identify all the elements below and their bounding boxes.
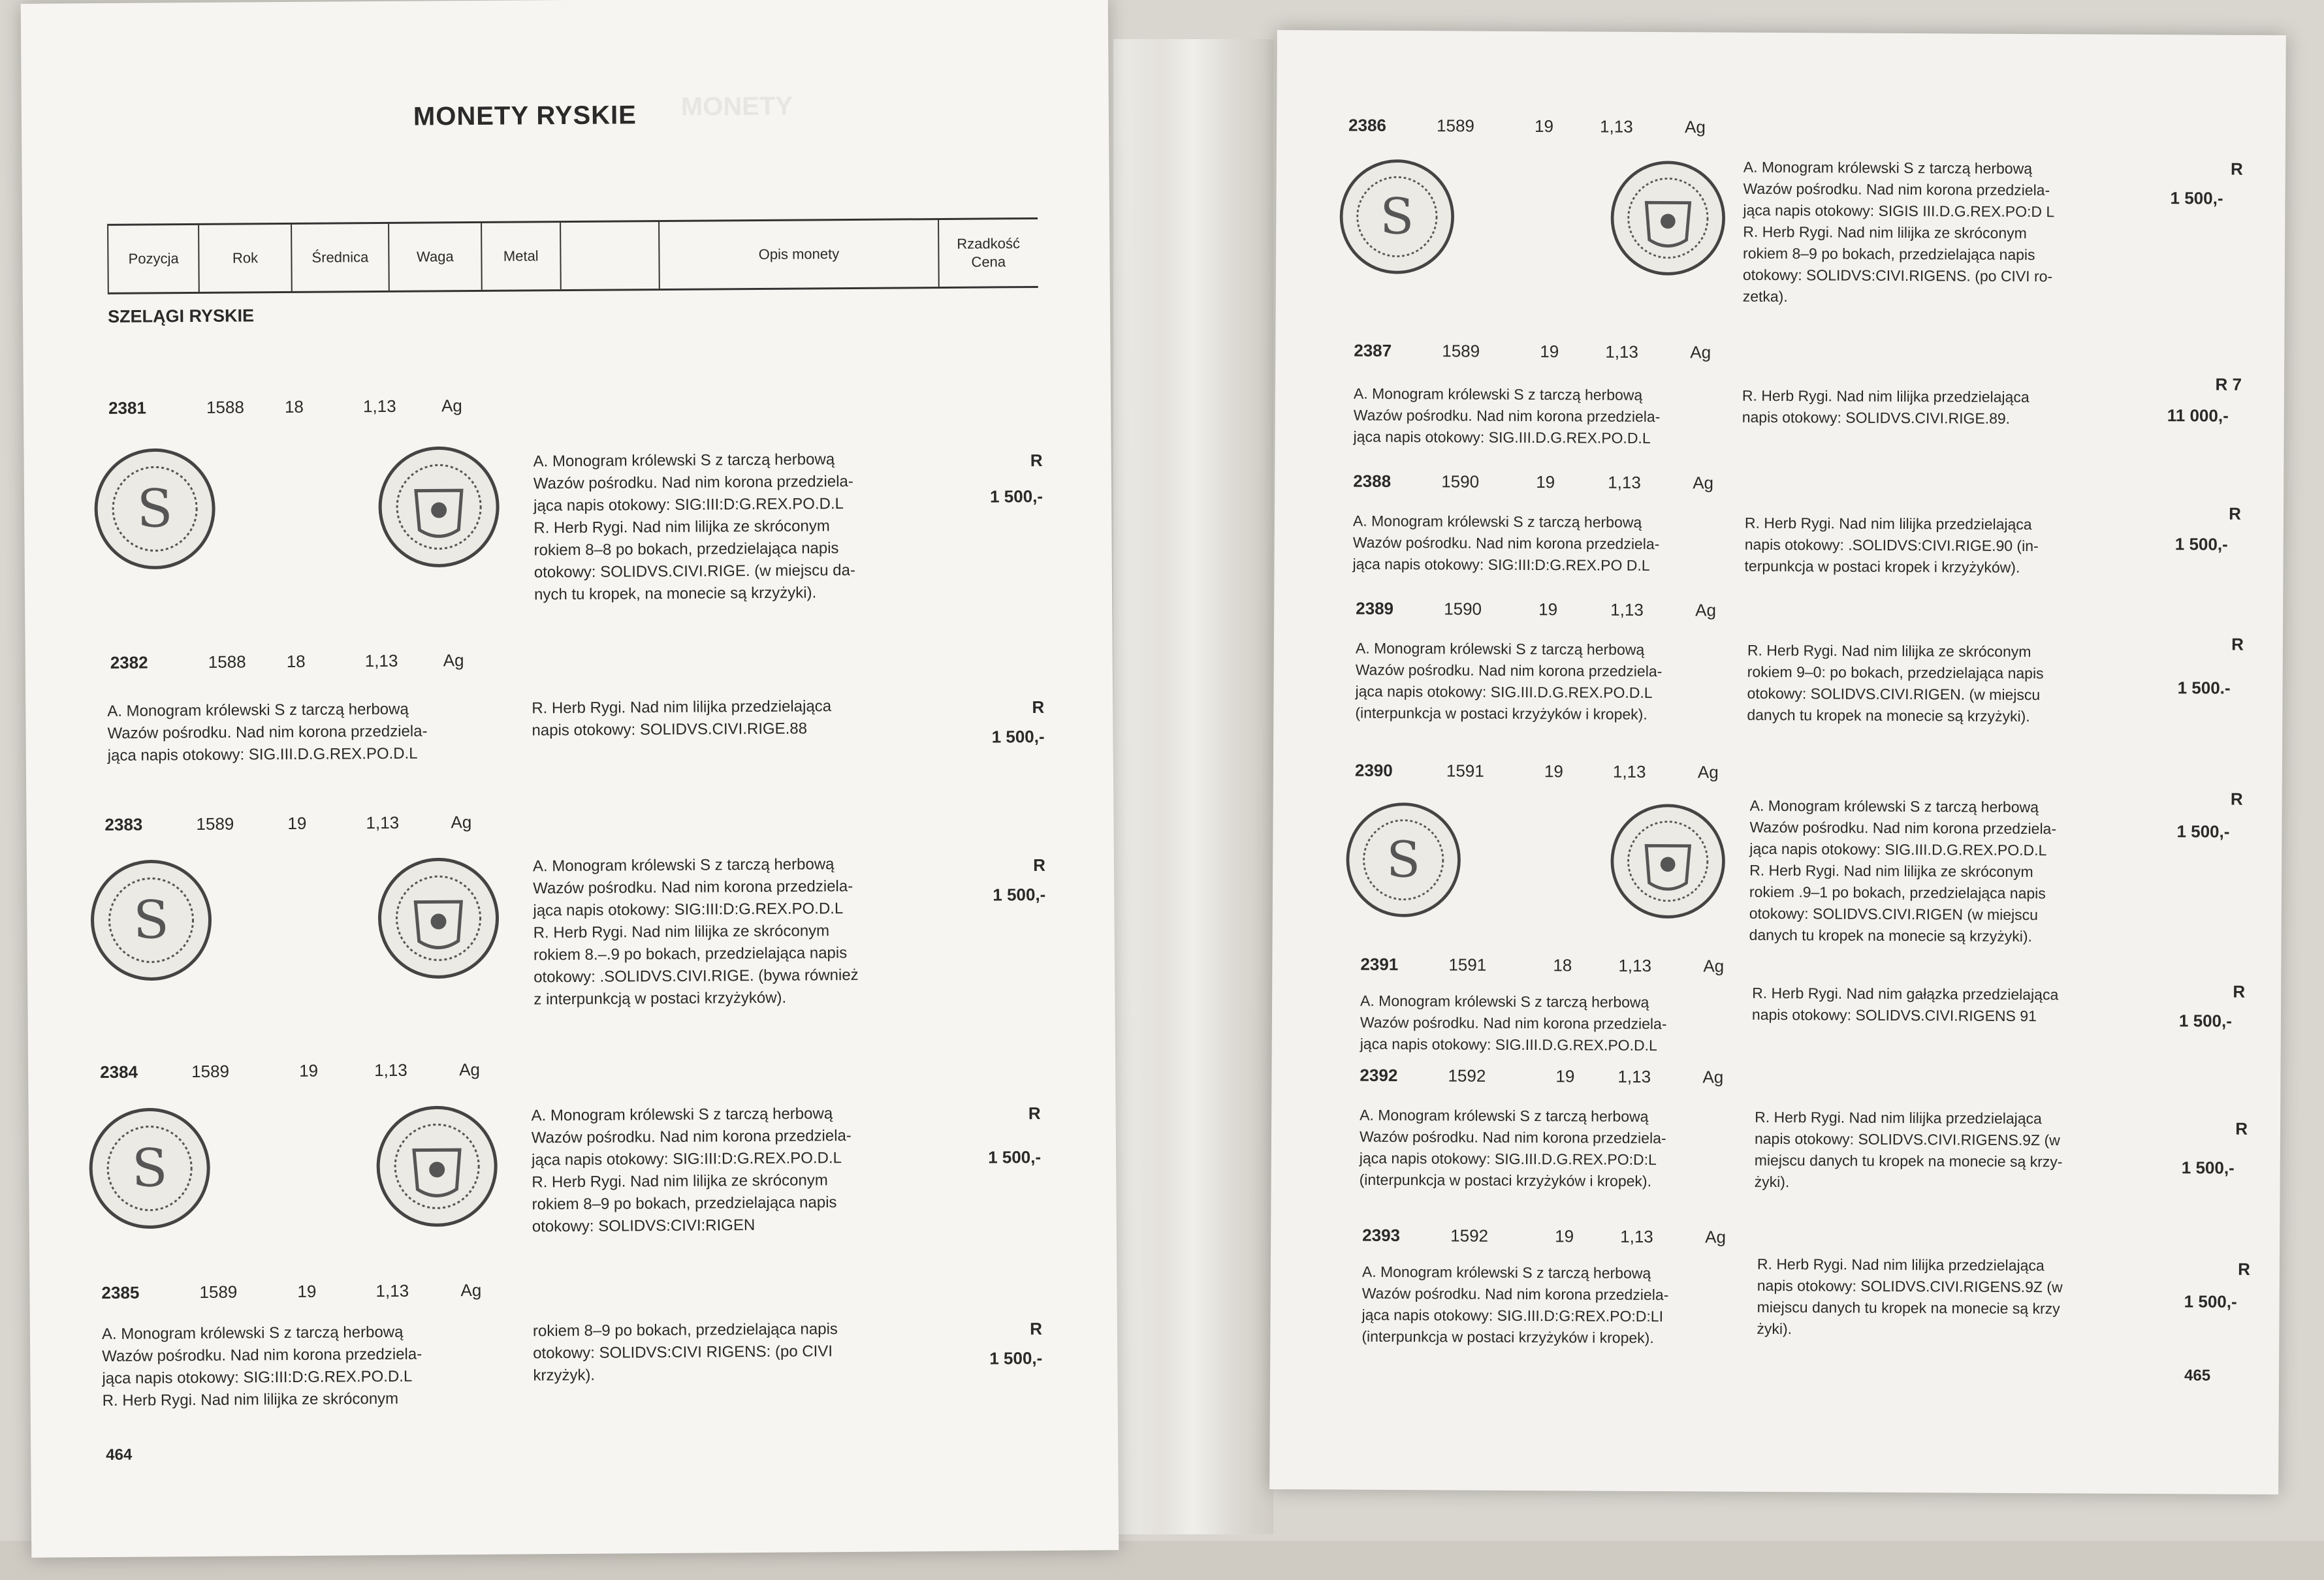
entry-price: 1 500,- <box>2174 534 2228 554</box>
entry-header-2383 <box>104 812 562 835</box>
entry-price: 1 500.- <box>2177 678 2231 698</box>
entry-metal: Ag <box>1705 1227 1727 1247</box>
entry-diameter: 18 <box>284 396 304 417</box>
entry-header-2390 <box>1355 761 1760 783</box>
entry-metal: Ag <box>1695 600 1717 620</box>
entry-weight: 1,13 <box>1610 599 1644 620</box>
entry-year: 1589 <box>199 1282 238 1302</box>
svg-text:S: S <box>133 889 170 951</box>
page-title: MONETY RYSKIE <box>413 101 637 131</box>
entry-description: A. Monogram królewski S z tarczą herbową Wazów pośrodku. Nad nim korona przedziela- jąca napis otokowy: SIG:III:D:G.REX.PO.D.L R. Herb Rygi. Nad nim lilijka ze skróconym rokiem 8.–.9 po bokach, przedzielająca napis otokowy: .SOLIDVS.CIVI.RIGE. (bywa również z interpunkcją w postaci krzyżyków). <box>532 855 859 1009</box>
entry-position: 2393 <box>1362 1225 1401 1245</box>
entry-price: 11 000,- <box>2167 405 2229 426</box>
entry-metal: Ag <box>460 1280 482 1301</box>
entry-diameter: 19 <box>287 813 307 834</box>
entry-price: 1 500,- <box>2178 1011 2233 1031</box>
coin-obverse-image <box>88 1106 212 1234</box>
entry-rarity: R <box>1028 1103 1041 1124</box>
entry-description-reverse: R. Herb Rygi. Nad nim lilijka przedzielająca napis otokowy: SOLIDVS.CIVI.RIGE.88 <box>532 697 832 740</box>
entry-diameter: 19 <box>1535 116 1554 136</box>
entry-position: 2388 <box>1353 471 1392 491</box>
header-metal: Metal <box>481 223 560 290</box>
entry-diameter: 19 <box>1540 341 1559 362</box>
entry-metal: Ag <box>443 650 464 671</box>
entry-year: 1591 <box>1448 955 1487 975</box>
entry-rarity: R 7 <box>2215 374 2242 394</box>
entry-position: 2384 <box>100 1062 138 1082</box>
entry-position: 2381 <box>108 398 146 418</box>
entry-price: 1 500,- <box>2181 1158 2235 1178</box>
header-blank <box>560 222 659 289</box>
entry-position: 2387 <box>1354 340 1392 360</box>
entry-year: 1589 <box>1437 116 1475 136</box>
entry-year: 1588 <box>208 652 246 672</box>
entry-year: 1592 <box>1448 1066 1486 1086</box>
entry-position: 2385 <box>101 1282 140 1303</box>
page-number: 465 <box>2184 1367 2211 1385</box>
entry-rarity: R <box>2235 1118 2248 1139</box>
entry-metal: Ag <box>1702 1067 1724 1087</box>
entry-metal: Ag <box>459 1059 481 1080</box>
entry-year: 1589 <box>1442 341 1480 361</box>
entry-description: A. Monogram królewski S z tarczą herbową Wazów pośrodku. Nad nim korona przedziela- jąca napis otokowy: SIG.III.D.G.REX.PO.D.L R. Herb Rygi. Nad nim lilijka ze skróconym rokiem .9–1 po bokach, przedzielająca napis otokowy: SOLIDVS.CIVI.RIGEN (w miejscu danych tu kropek na monecie są krzyżyki). <box>1749 797 2057 945</box>
entry-year: 1591 <box>1446 761 1484 781</box>
entry-rarity: R <box>2231 634 2244 654</box>
entry-weight: 1,13 <box>375 1280 409 1301</box>
header-year: Rok <box>198 225 291 292</box>
entry-year: 1590 <box>1441 471 1480 492</box>
entry-weight: 1,13 <box>1608 472 1641 492</box>
entry-header-2385 <box>101 1280 558 1303</box>
entry-diameter: 19 <box>1555 1226 1574 1246</box>
entry-description-obverse: A. Monogram królewski S z tarczą herbową Wazów pośrodku. Nad nim korona przedziela- jąca napis otokowy: SIG.III.D.G.REX.PO.D.L <box>107 700 428 765</box>
entry-price: 1 500,- <box>989 1348 1043 1368</box>
entry-position: 2390 <box>1354 760 1393 780</box>
entry-description-reverse: rokiem 8–9 po bokach, przedzielająca napis otokowy: SOLIDVS:CIVI RIGENS: (po CIVI krzyżyk). <box>532 1320 838 1385</box>
svg-text:S: S <box>1386 830 1421 889</box>
entry-position: 2383 <box>104 814 143 834</box>
entry-metal: Ag <box>1685 117 1706 137</box>
entry-weight: 1,13 <box>1600 116 1633 136</box>
book-spine <box>1113 39 1273 1534</box>
entry-diameter: 19 <box>1544 761 1563 782</box>
entry-description-reverse: R. Herb Rygi. Nad nim lilijka przedzielająca napis otokowy: SOLIDVS.CIVI.RIGE.89. <box>1742 387 2030 427</box>
entry-price: 1 500,- <box>991 726 1045 747</box>
entry-year: 1588 <box>206 397 244 417</box>
page-number: 464 <box>106 1446 133 1464</box>
entry-header-2393 <box>1362 1225 1767 1248</box>
entry-weight: 1,13 <box>1618 955 1652 975</box>
header-rarity-price: Rzadkość Cena <box>938 219 1038 287</box>
entry-header-2387 <box>1354 341 1759 363</box>
entry-header-2389 <box>1356 599 1760 621</box>
entry-price: 1 500,- <box>2184 1291 2237 1312</box>
entry-price: 1 500,- <box>993 884 1046 905</box>
entry-diameter: 19 <box>299 1060 319 1081</box>
coin-obverse-image <box>1338 157 1456 279</box>
entry-position: 2389 <box>1356 598 1394 618</box>
entry-weight: 1,13 <box>374 1060 407 1081</box>
table-header <box>107 217 1038 294</box>
entry-price: 1 500,- <box>2176 821 2230 842</box>
entry-weight: 1,13 <box>1605 341 1638 362</box>
right-page <box>1269 30 2286 1494</box>
entry-weight: 1,13 <box>362 396 396 417</box>
coin-obverse-image <box>92 447 217 575</box>
entry-rarity: R <box>1032 697 1045 718</box>
entry-description-reverse: R. Herb Rygi. Nad nim lilijka przedzielająca napis otokowy: SOLIDVS.CIVI.RIGENS.9Z (w miejscu danych tu kropek na monecie są krzy- żyki). <box>1754 1108 2063 1191</box>
entry-metal: Ag <box>441 396 462 416</box>
entry-description-obverse: A. Monogram królewski S z tarczą herbową Wazów pośrodku. Nad nim korona przedziela- jąca napis otokowy: SIG.III.D.G.REX.PO.D.L (interpunkcja w postaci krzyżyków i kropek). <box>1355 639 1663 723</box>
entry-description-obverse: A. Monogram królewski S z tarczą herbową Wazów pośrodku. Nad nim korona przedziela- jąca napis otokowy: SIG.III.D.G.REX.PO.D.L <box>1353 385 1661 447</box>
coin-reverse-image <box>1609 802 1727 924</box>
entry-header-2381 <box>108 395 565 419</box>
entry-description-obverse: A. Monogram królewski S z tarczą herbową Wazów pośrodku. Nad nim korona przedziela- jąca napis otokowy: SIG.III.D.G.REX.PO:D:L (interpunkcja w postaci krzyżyków i kropek). <box>1359 1106 1666 1190</box>
svg-text:S: S <box>131 1137 168 1199</box>
entry-description-obverse: A. Monogram królewski S z tarczą herbową Wazów pośrodku. Nad nim korona przedziela- jąca napis otokowy: SIG.III.D.G.REX.PO.D.L <box>1360 992 1667 1054</box>
entry-year: 1589 <box>191 1061 230 1082</box>
entry-description: A. Monogram królewski S z tarczą herbową Wazów pośrodku. Nad nim korona przedziela- jąca napis otokowy: SIG:III:D:G.REX.PO.D.L R. Herb Rygi. Nad nim lilijka ze skróconym rokiem 8–8 po bokach, przedzielająca napis otokowy: SOLIDVS.CIVI.RIGE. (w miejscu da- nych tu kropek, na monecie są krzyżyki). <box>533 450 856 604</box>
entry-diameter: 19 <box>1555 1066 1575 1086</box>
entry-diameter: 19 <box>1536 472 1555 492</box>
entry-year: 1590 <box>1444 599 1482 619</box>
entry-metal: Ag <box>1693 473 1714 493</box>
entry-header-2382 <box>110 650 567 673</box>
entry-metal: Ag <box>1697 762 1719 782</box>
header-weight: Waga <box>388 223 481 291</box>
entry-description-reverse: R. Herb Rygi. Nad nim lilijka przedzielająca napis otokowy: SOLIDVS.CIVI.RIGENS.9Z (w miejscu danych tu kropek na monecie są krzy żyki). <box>1757 1255 2063 1338</box>
entry-header-2391 <box>1360 955 1765 977</box>
entry-weight: 1,13 <box>1617 1066 1651 1086</box>
coin-reverse-image <box>374 1104 499 1232</box>
entry-price: 1 500,- <box>989 486 1043 507</box>
entry-position: 2382 <box>110 652 148 672</box>
entry-diameter: 19 <box>1538 599 1558 620</box>
entry-description-obverse: A. Monogram królewski S z tarczą herbową Wazów pośrodku. Nad nim korona przedziela- jąca napis otokowy: SIG:III:D:G.REX.PO D.L <box>1352 512 1660 574</box>
entry-metal: Ag <box>1703 956 1725 976</box>
entry-weight: 1,13 <box>366 812 400 833</box>
header-position: Pozycja <box>107 225 199 292</box>
header-diameter: Średnica <box>291 224 389 291</box>
entry-description-obverse: A. Monogram królewski S z tarczą herbową Wazów pośrodku. Nad nim korona przedziela- jąca napis otokowy: SIG.III.D:G:REX.PO:D:LI (interpunkcja w postaci krzyżyków i kropek). <box>1361 1263 1669 1347</box>
coin-reverse-image <box>1609 159 1727 281</box>
entry-year: 1592 <box>1450 1225 1489 1246</box>
section-title: SZELĄGI RYSKIE <box>107 306 255 326</box>
coin-reverse-image <box>376 445 501 573</box>
entry-description-obverse: A. Monogram królewski S z tarczą herbową Wazów pośrodku. Nad nim korona przedziela- jąca napis otokowy: SIG:III:D:G.REX.PO.D.L R. Herb Rygi. Nad nim lilijka ze skróconym <box>101 1323 422 1410</box>
entry-rarity: R <box>1033 855 1046 876</box>
entry-diameter: 18 <box>1553 955 1572 975</box>
left-page: MONETY MONETY RYSKIE Pozycja Rok Średnica Waga Metal Opis monety Rzadkość Cena SZELĄGI RYSKIE 2381 1588 18 1,13 Ag S A. Monogram królewski S z tarczą herbową Wazów pośrodku. Nad nim korona przedziela- jąca napis otokowy: SIG:III:D:G.REX.PO.D.L R. Herb Rygi. Nad nim lilijka ze skróconym rokiem 8–8 po bokach, przedzielająca napis otokowy: SOLIDVS.CIVI.RIGE. (w miejscu da- nych tu kropek, na monecie są krzyżyki). R 1 500,- 2382 1588 18 1,13 Ag A. Monogram królewski S z tarczą herbową Wazów pośrodku. Nad nim korona przedziela- jąca napis otokowy: SIG.III.D.G.REX.PO.D.L R. Herb Rygi. Nad nim lilijka przedzielająca napis otokowy: SOLIDVS.CIVI.RIGE.88 R 1 500,- 2383 1589 19 1,13 Ag S A. Monogram królewski S z tarczą herbową Wazów pośrodku. Nad nim korona przedziela- jąca napis otokowy: SIG:III:D:G.REX.PO.D.L R. Herb Rygi. Nad nim lilijka ze skróconym rokiem 8.–.9 po bokach, przedzielająca napis otokowy: .SOLIDVS.CIVI.RIGE. (bywa również z interpunkcją w postaci krzyżyków). R 1 500,- 2384 1589 19 1,13 Ag S A. Monogram królewski S z tarczą herbową Wazów pośrodku. Nad nim korona przedziela- jąca napis otokowy: SIG:III:D:G.REX.PO.D.L R. Herb Rygi. Nad nim lilijka ze skróconym rokiem 8–9 po bokach, przedzielająca napis otokowy: SOLIDVS:CIVI:RIGEN R 1 500,- 2385 1589 19 1,13 Ag A. Monogram królewski S z tarczą herbową Wazów pośrodku. Nad nim korona przedziela- jąca napis otokowy: SIG:III:D:G.REX.PO.D.L R. Herb Rygi. Nad nim lilijka ze skróconym rokiem 8–9 po bokach, przedzielająca napis otokowy: SOLIDVS:CIVI RIGENS: (po CIVI krzyżyk). R 1 500,- 464 <box>21 0 1119 1558</box>
svg-text:S: S <box>1380 187 1414 245</box>
entry-diameter: 18 <box>286 651 306 672</box>
coin-reverse-image <box>376 856 501 984</box>
coin-obverse-image <box>1345 801 1463 923</box>
entry-weight: 1,13 <box>1620 1226 1653 1247</box>
entry-rarity: R <box>1030 1318 1043 1339</box>
entry-weight: 1,13 <box>1612 761 1646 782</box>
entry-description: A. Monogram królewski S z tarczą herbową Wazów pośrodku. Nad nim korona przedziela- jąca napis otokowy: SIG:III:D:G.REX.PO.D.L R. Herb Rygi. Nad nim lilijka ze skróconym rokiem 8–9 po bokach, przedzielająca napis otokowy: SOLIDVS:CIVI:RIGEN <box>531 1105 852 1236</box>
svg-text:S: S <box>136 478 173 539</box>
entry-header-2392 <box>1360 1066 1764 1088</box>
entry-description-reverse: R. Herb Rygi. Nad nim gałązka przedzielająca napis otokowy: SOLIDVS.CIVI.RIGENS 91 <box>1751 984 2059 1025</box>
entry-description-reverse: R. Herb Rygi. Nad nim lilijka przedzielająca napis otokowy: .SOLIDVS:CIVI.RIGE.90 (in- terpunkcja w postaci kropek i krzyżyków). <box>1744 514 2039 576</box>
entry-metal: Ag <box>1690 342 1711 362</box>
entry-metal: Ag <box>451 812 472 832</box>
entry-description: A. Monogram królewski S z tarczą herbową Wazów pośrodku. Nad nim korona przedziela- jąca napis otokowy: SIGIS III.D.G.REX.PO:D L R. Herb Rygi. Nad nim lilijka ze skróconym rokiem 8–9 po bokach, przedzielająca napis otokowy: SOLIDVS:CIVI.RIGENS. (po CIVI ro- zetka). <box>1742 158 2055 306</box>
entry-position: 2391 <box>1360 954 1399 974</box>
entry-year: 1589 <box>196 814 234 834</box>
entry-description-reverse: R. Herb Rygi. Nad nim lilijka ze skróconym rokiem 9–0: po bokach, przedzielająca napis otokowy: SOLIDVS.CIVI.RIGEN. (w miejscu danych tu kropek na monecie są krzyżyki). <box>1747 641 2044 725</box>
entry-weight: 1,13 <box>364 650 398 671</box>
entry-rarity: R <box>2230 789 2243 809</box>
entry-diameter: 19 <box>297 1281 317 1301</box>
entry-rarity: R <box>2238 1259 2251 1279</box>
entry-header-2386 <box>1348 116 1753 138</box>
header-description: Opis monety <box>658 220 938 289</box>
entry-rarity: R <box>2229 503 2242 524</box>
entry-price: 1 500,- <box>2170 188 2223 208</box>
entry-rarity: R <box>1030 450 1043 471</box>
entry-header-2384 <box>100 1059 557 1082</box>
entry-position: 2392 <box>1360 1065 1398 1085</box>
entry-header-2388 <box>1353 471 1758 494</box>
coin-obverse-image <box>89 858 214 986</box>
entry-rarity: R <box>2230 159 2243 179</box>
entry-price: 1 500,- <box>988 1146 1042 1167</box>
entry-rarity: R <box>2233 981 2246 1002</box>
entry-position: 2386 <box>1348 115 1387 135</box>
